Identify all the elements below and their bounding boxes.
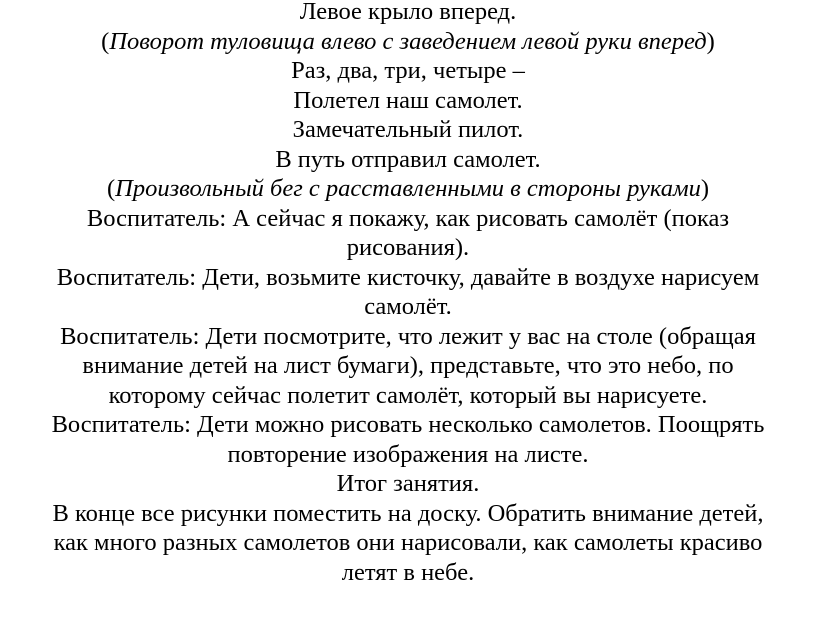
- text-line-13: внимание детей на лист бумаги), представьте, что это небо, по: [82, 352, 734, 379]
- paren-close: ): [706, 27, 715, 55]
- text-line-9: рисования).: [346, 234, 470, 261]
- text-line-16: повторение изображения на листе.: [227, 440, 589, 468]
- text-line-7-remark: [4, 174, 812, 204]
- paren-close: ): [700, 175, 710, 202]
- text-line-5: Замечательный пилот.: [292, 116, 524, 143]
- remark-italic: Поворот туловища влево с заведением левой руки вперед: [109, 27, 707, 55]
- text-line-3: Раз, два, три, четыре –: [291, 57, 525, 84]
- text-line-17: Итог занятия.: [336, 470, 480, 497]
- text-line-6: В путь отправил самолет.: [275, 145, 541, 173]
- text-line-2-remark: [4, 27, 812, 57]
- text-line-20: летят в небе.: [341, 558, 475, 586]
- text-line-18: В конце все рисунки поместить на доску. Обратить внимание детей,: [52, 499, 764, 527]
- text-line-11: самолёт.: [364, 293, 452, 320]
- text-line-1: Левое крыло вперед.: [299, 0, 517, 25]
- paren-open: (: [106, 175, 116, 202]
- text-line-14: которому сейчас полетит самолёт, который вы нарисуете.: [108, 381, 708, 409]
- remark-italic: Произвольный бег с расставленными в стороны руками: [115, 175, 701, 202]
- text-line-19: как много разных самолетов они нарисовали, как самолеты красиво: [53, 529, 763, 556]
- text-line-15: Воспитатель: Дети можно рисовать несколько самолетов. Поощрять: [51, 411, 765, 438]
- text-line-10: Воспитатель: Дети, возьмите кисточку, давайте в воздухе нарисуем: [56, 263, 760, 291]
- text-line-12: Воспитатель: Дети посмотрите, что лежит у вас на столе (обращая: [60, 322, 756, 350]
- text-line-4: Полетел наш самолет.: [293, 86, 523, 114]
- text-line-8: Воспитатель: А сейчас я покажу, как рисовать самолёт (показ: [86, 204, 730, 232]
- paren-open: (: [101, 27, 110, 55]
